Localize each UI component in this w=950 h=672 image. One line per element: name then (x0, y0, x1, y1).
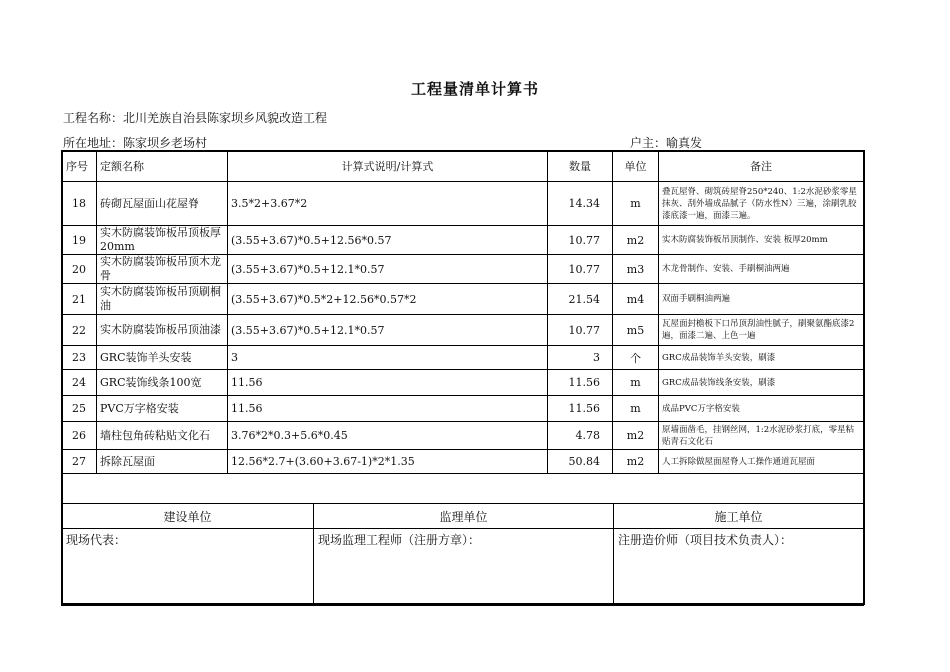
builder-signature: 现场代表： (62, 529, 314, 606)
row-formula: 11.56 (228, 370, 548, 396)
supervisor-signature: 现场监理工程师（注册方章）： (314, 529, 614, 606)
row-unit: 个 (613, 346, 659, 370)
row-no: 18 (62, 182, 97, 226)
row-qty: 10.77 (548, 226, 613, 255)
row-unit: m2 (613, 422, 659, 450)
quantity-table (61, 150, 864, 474)
contractor-header: 施工单位 (614, 504, 864, 529)
row-name: 实木防腐装饰板吊顶油漆 (97, 315, 228, 346)
row-formula: 3.5*2+3.67*2 (228, 182, 548, 226)
row-no: 24 (62, 370, 97, 396)
row-no: 23 (62, 346, 97, 370)
row-qty: 11.56 (548, 396, 613, 422)
row-note: GRC成品装饰羊头安装，刷漆 (659, 346, 864, 370)
table-row (62, 255, 864, 284)
header-qty: 数量 (548, 151, 613, 182)
row-qty: 50.84 (548, 450, 613, 474)
row-formula: (3.55+3.67)*0.5+12.56*0.57 (228, 226, 548, 255)
row-qty: 4.78 (548, 422, 613, 450)
row-unit: m5 (613, 315, 659, 346)
row-unit: m (613, 182, 659, 226)
table-row (62, 346, 864, 370)
row-formula: 3 (228, 346, 548, 370)
row-qty: 3 (548, 346, 613, 370)
row-no: 26 (62, 422, 97, 450)
row-no: 27 (62, 450, 97, 474)
row-unit: m (613, 396, 659, 422)
supervisor-header: 监理单位 (314, 504, 614, 529)
row-unit: m3 (613, 255, 659, 284)
row-name: 实木防腐装饰板吊顶板厚20mm (97, 226, 228, 255)
row-qty: 10.77 (548, 315, 613, 346)
builder-header: 建设单位 (62, 504, 314, 529)
row-note: 双面手刷桐油两遍 (659, 284, 864, 315)
row-unit: m2 (613, 450, 659, 474)
row-note: 瓦屋面封檐板下口吊顶刮油性腻子，刷聚氨酯底漆2遍，面漆二遍、上色一遍 (659, 315, 864, 346)
row-formula: 3.76*2*0.3+5.6*0.45 (228, 422, 548, 450)
row-formula: 11.56 (228, 396, 548, 422)
row-name: GRC装饰羊头安装 (97, 346, 228, 370)
row-note: 成品PVC万字格安装 (659, 396, 864, 422)
table-row (62, 226, 864, 255)
row-name: 墙柱包角砖粘贴文化石 (97, 422, 228, 450)
row-note: 人工拆除做屋面屋脊人工操作通道瓦屋面 (659, 450, 864, 474)
row-name: 砖砌瓦屋面山花屋脊 (97, 182, 228, 226)
row-note: 原墙面凿毛，挂钢丝网，1:2水泥砂浆打底，零星粘贴青石文化石 (659, 422, 864, 450)
row-no: 25 (62, 396, 97, 422)
row-qty: 11.56 (548, 370, 613, 396)
row-unit: m2 (613, 226, 659, 255)
row-formula: 12.56*2.7+(3.60+3.67-1)*2*1.35 (228, 450, 548, 474)
site-address: 所在地址：陈家坝乡老场村 (63, 136, 208, 150)
signature-table (61, 503, 864, 606)
row-name: 实木防腐装饰板吊顶刷桐油 (97, 284, 228, 315)
row-unit: m (613, 370, 659, 396)
row-no: 22 (62, 315, 97, 346)
row-no: 19 (62, 226, 97, 255)
row-formula: (3.55+3.67)*0.5+12.1*0.57 (228, 255, 548, 284)
table-row (62, 396, 864, 422)
row-note: 木龙骨制作、安装、手刷桐油两遍 (659, 255, 864, 284)
header-formula: 计算式说明/计算式 (228, 151, 548, 182)
row-name: 实木防腐装饰板吊顶木龙骨 (97, 255, 228, 284)
row-no: 20 (62, 255, 97, 284)
row-name: 拆除瓦屋面 (97, 450, 228, 474)
row-formula: (3.55+3.67)*0.5*2+12.56*0.57*2 (228, 284, 548, 315)
row-note: 实木防腐装饰板吊顶制作、安装 板厚20mm (659, 226, 864, 255)
row-unit: m4 (613, 284, 659, 315)
row-no: 21 (62, 284, 97, 315)
row-qty: 14.34 (548, 182, 613, 226)
row-name: PVC万字格安装 (97, 396, 228, 422)
header-name: 定额名称 (97, 151, 228, 182)
row-qty: 21.54 (548, 284, 613, 315)
row-note: GRC成品装饰线条安装，刷漆 (659, 370, 864, 396)
row-qty: 10.77 (548, 255, 613, 284)
header-unit: 单位 (613, 151, 659, 182)
row-formula: (3.55+3.67)*0.5+12.1*0.57 (228, 315, 548, 346)
header-note: 备注 (659, 151, 864, 182)
table-row (62, 315, 864, 346)
contractor-signature: 注册造价师（项目技术负责人）： (614, 529, 864, 606)
project-name: 工程名称：北川羌族自治县陈家坝乡风貌改造工程 (63, 111, 328, 125)
table-row (62, 450, 864, 474)
document-title: 工程量清单计算书 (410, 80, 539, 98)
row-name: GRC装饰线条100宽 (97, 370, 228, 396)
table-row (62, 370, 864, 396)
table-row (62, 284, 864, 315)
homeowner: 户主：喻真发 (630, 136, 703, 150)
table-header-row (62, 151, 864, 182)
table-row (62, 182, 864, 226)
table-row (62, 422, 864, 450)
header-no: 序号 (62, 151, 97, 182)
row-note: 叠瓦屋脊、砌筑砖屋脊250*240、1:2水泥砂浆零星抹灰、刮外墙成品腻子（防水性N）三遍，涂刷乳胶漆底漆一遍，面漆三遍。 (659, 182, 864, 226)
